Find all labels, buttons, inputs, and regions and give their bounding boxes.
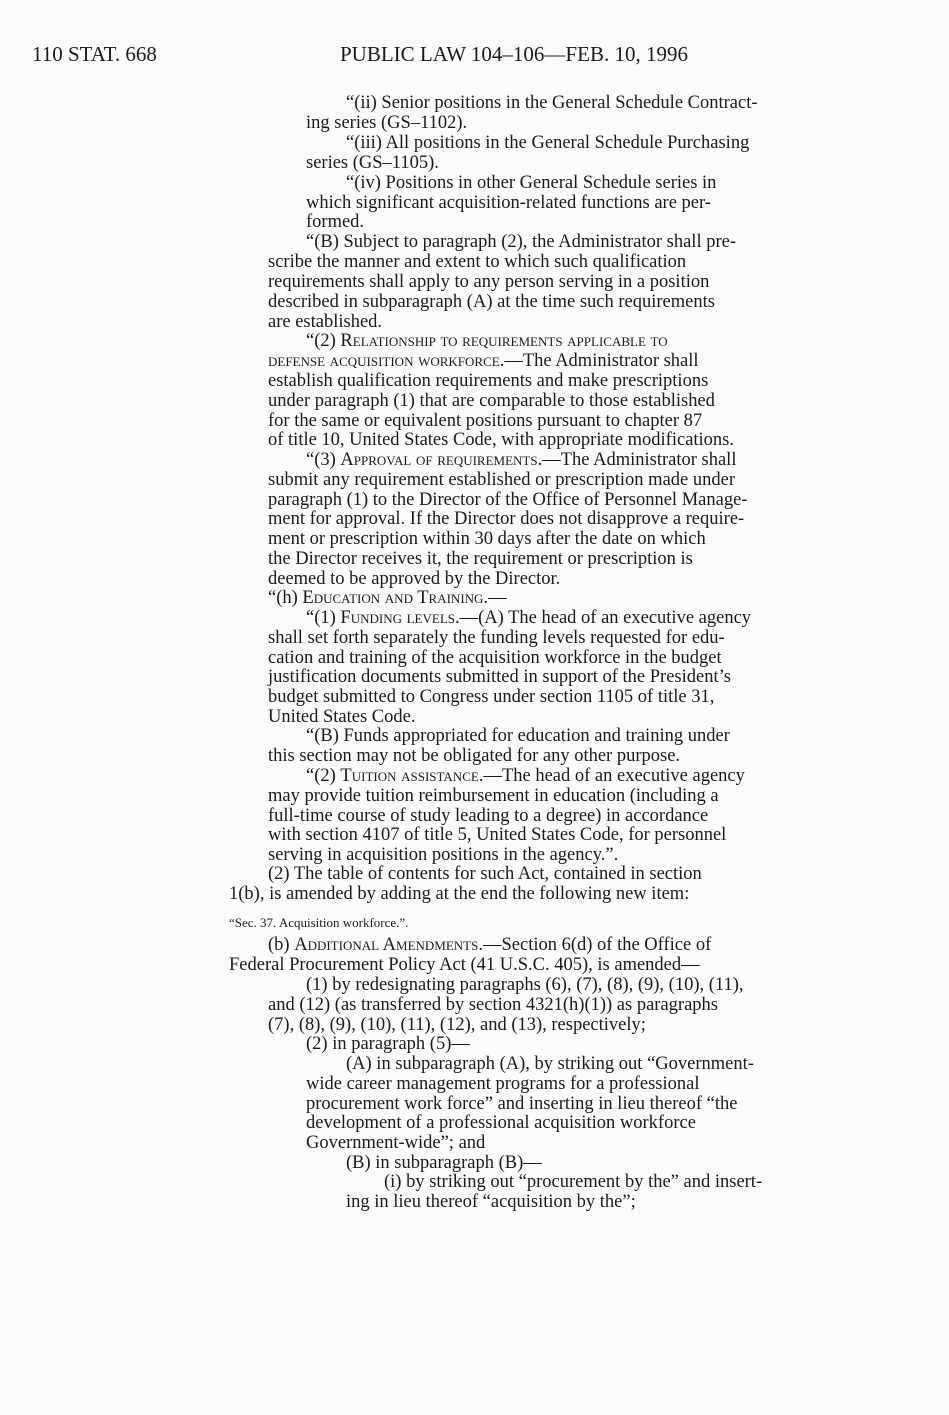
text-line: “(ii) Senior positions in the General Schedule Contract- [346,93,758,113]
text-line: United States Code. [268,707,416,727]
section-heading: Education and Training [302,588,484,608]
stat-page-reference: 110 STAT. 668 [32,42,157,66]
text-line: development of a professional acquisition workforce [306,1113,696,1133]
paragraph-heading: Funding levels [340,608,455,628]
text-line: scribe the manner and extent to which such qualification [268,252,687,272]
text-span: .—The head of an executive agency [478,766,745,786]
text-line: may provide tuition reimbursement in education (including a [268,786,719,806]
text-line: paragraph (1) to the Director of the Office of Personnel Manage- [268,490,748,510]
paragraph-heading: Tuition assistance [340,766,479,786]
paragraph-heading: defense acquisition workforce [268,351,500,371]
text-line: which significant acquisition-related functions are per- [306,193,711,213]
table-of-contents-item: “Sec. 37. Acquisition workforce.”. [229,915,409,930]
text-line [306,608,751,628]
text-line: “(iii) All positions in the General Schedule Purchasing [346,133,750,153]
paragraph-heading: Approval of requirements [340,450,538,470]
text-line: Federal Procurement Policy Act (41 U.S.C. 405), is amended— [229,955,700,975]
text-line: with section 4107 of title 5, United States Code, for personnel [268,825,727,845]
text-line: full-time course of study leading to a degree) in accordance [268,806,709,826]
text-line: ing in lieu thereof “acquisition by the”; [346,1192,636,1212]
paragraph-number: “(2) [306,331,341,351]
paragraph-number: “(2) [306,766,341,786]
text-line [268,588,507,608]
text-line: ing series (GS–1102). [306,113,468,133]
text-line: submit any requirement established or prescription made under [268,470,735,490]
text-line: budget submitted to Congress under section 1105 of title 31, [268,687,715,707]
text-line: ment for approval. If the Director does not disapprove a require- [268,509,745,529]
text-line: (7), (8), (9), (10), (11), (12), and (13), respectively; [268,1015,646,1035]
paragraph-number: “(h) [268,588,303,608]
text-span: .—The Administrator shall [499,351,699,371]
text-line: “(iv) Positions in other General Schedule series in [346,173,717,193]
text-line: this section may not be obligated for any other purpose. [268,746,681,766]
text-span: .— [483,588,507,608]
text-line: serving in acquisition positions in the agency.”. [268,845,619,865]
text-line: formed. [306,212,365,232]
text-line: and (12) (as transferred by section 4321(h)(1)) as paragraphs [268,995,718,1015]
text-line: procurement work force” and inserting in lieu thereof “the [306,1094,738,1114]
text-line: (2) in paragraph (5)— [306,1034,470,1054]
text-line: (i) by striking out “procurement by the” and insert- [384,1172,763,1192]
text-line: requirements shall apply to any person serving in a position [268,272,710,292]
text-line [268,935,711,955]
running-head: PUBLIC LAW 104–106—FEB. 10, 1996 [340,42,688,66]
text-line: “(B) Subject to paragraph (2), the Administrator shall pre- [306,232,736,252]
text-line: under paragraph (1) that are comparable to those established [268,391,715,411]
text-line [306,450,736,470]
subsection-heading: Additional Amendments [294,935,479,955]
text-span: .—The Administrator shall [537,450,737,470]
text-line: ment or prescription within 30 days after the date on which [268,529,706,549]
text-line: cation and training of the acquisition workforce in the budget [268,648,722,668]
text-line [268,351,699,371]
text-line: (B) in subparagraph (B)— [346,1153,542,1173]
text-line: described in subparagraph (A) at the time such requirements [268,292,715,312]
text-line: series (GS–1105). [306,153,439,173]
text-line: shall set forth separately the funding levels requested for edu- [268,628,725,648]
text-line: the Director receives it, the requirement or prescription is [268,549,693,569]
text-line: of title 10, United States Code, with appropriate modifications. [268,430,735,450]
text-line [306,766,745,786]
text-line: wide career management programs for a professional [306,1074,700,1094]
text-line: 1(b), is amended by adding at the end the following new item: [229,884,690,904]
text-span: .—Section 6(d) of the Office of [478,935,712,955]
text-span: .—(A) The head of an executive agency [455,608,752,628]
text-line: Government-wide”; and [306,1133,486,1153]
paragraph-number: “(1) [306,608,341,628]
paragraph-number: (b) [268,935,295,955]
text-line: (A) in subparagraph (A), by striking out “Government- [346,1054,754,1074]
text-line: establish qualification requirements and make prescriptions [268,371,709,391]
text-line: are established. [268,312,383,332]
text-line [306,331,668,351]
text-line: justification documents submitted in support of the President’s [268,667,731,687]
paragraph-heading: Relationship to requirements applicable to [340,331,668,351]
text-line: (1) by redesignating paragraphs (6), (7), (8), (9), (10), (11), [306,975,744,995]
paragraph-number: “(3) [306,450,341,470]
text-line: “(B) Funds appropriated for education and training under [306,726,730,746]
text-line: deemed to be approved by the Director. [268,569,561,589]
text-line: for the same or equivalent positions pursuant to chapter 87 [268,411,703,431]
text-line: (2) The table of contents for such Act, contained in section [268,864,702,884]
